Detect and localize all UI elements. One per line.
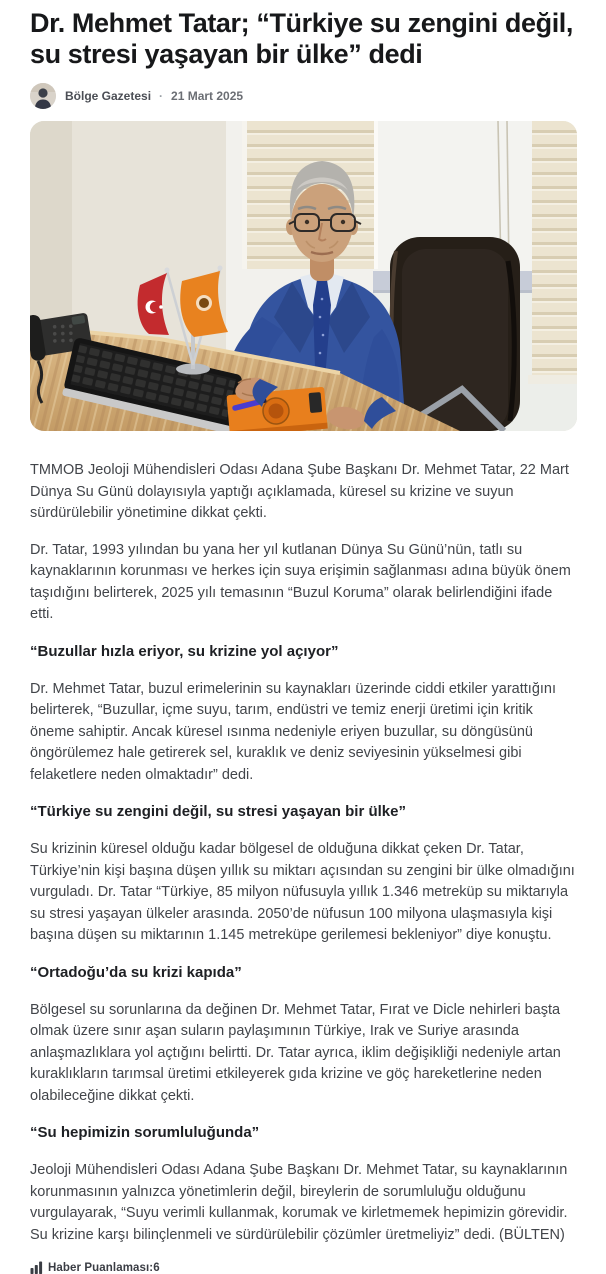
article-paragraph: Su krizinin küresel olduğu kadar bölgesel de olduğuna dikkat çeken Dr. Tatar, Türkiye’nin kişi başına düşen yıllık su miktarı açısından su zengini bir ülke olmadığını vurguladı. Dr. Tatar “Türkiye, 85 milyon nüfusuyla yıllık 1.346 metreküp su miktarıyla su stresi yaşayan ülkeler arasında. 2050’de nüfusun 100 milyona ulaşmasıyla kişi başına düşen su miktarının 1.145 metreküpe gerilemesi bekleniyor” diye konuştu. [30,839,577,947]
article-photo [30,121,577,431]
article-body [30,460,577,1246]
byline-author[interactable]: Bölge Gazetesi [65,89,151,103]
page-title: Dr. Mehmet Tatar; “Türkiye su zengini değil, su stresi yaşayan bir ülke” dedi [30,8,577,70]
byline [30,83,577,109]
article-paragraph: Bölgesel su sorunlarına da değinen Dr. Mehmet Tatar, Fırat ve Dicle nehirleri başta olmak üzere sınır aşan suların paylaşımının Türkiye, Irak ve Suriye arasında anlaşmazlıklara yol açtığını belirtti. Dr. Tatar ayrıca, iklim değişikliği nedeniyle artan kuraklıkların tarımsal üretimi etkileyerek gıda krizine ve göç hareketlerine neden olabileceğine dikkat çekti. [30,1000,577,1108]
author-avatar[interactable] [30,83,56,109]
article-paragraph: Dr. Mehmet Tatar, buzul erimelerinin su kaynakları üzerinde ciddi etkiler yarattığını belirterek, “Buzullar, içme suyu, tarım, endüstri ve temiz enerji üretimi için kritik öneme sahiptir. Ancak küresel ısınma nedeniyle eriyen buzullar, su döngüsünü öngörülemez hale getirerek sel, kuraklık ve deniz seviyesinin yükselmesi gibi felaketlere neden olmaktadır” dedi. [30,679,577,787]
article-photo-illustration [30,121,577,431]
byline-date: 21 Mart 2025 [171,89,243,103]
avatar-image [30,83,56,109]
article-paragraph: Jeoloji Mühendisleri Odası Adana Şube Başkanı Dr. Mehmet Tatar, su kaynaklarının korunmasının yalnızca yönetimlerin değil, bireylerin de sorumluluğu olduğunu vurgulayarak, “Suyu verimli kullanmak, korumak ve kirletmemek hepimizin görevidir. Su krizine karşı bilinçlenmeli ve sürdürülebilir çözümler üretmeliyiz” dedi. (BÜLTEN) [30,1160,577,1246]
byline-separator: · [159,89,163,103]
bar-chart-icon [30,1261,43,1274]
article-paragraph: TMMOB Jeoloji Mühendisleri Odası Adana Şube Başkanı Dr. Mehmet Tatar, 22 Mart Dünya Su Günü dolayısıyla yaptığı açıklamada, küresel su krizine ve suyun sürdürülebilir yönetimine dikkat çekti. [30,460,577,525]
section-heading: “Su hepimizin sorumluluğunda” [30,1122,577,1144]
news-score [30,1261,577,1274]
article-paragraph: Dr. Tatar, 1993 yılından bu yana her yıl kutlanan Dünya Su Günü’nün, tatlı su kaynaklarının korunması ve herkes için suya erişimin sağlanması adına büyük önem taşıdığını belirterek, 2025 yılı temasının “Buzul Koruma” olarak belirlendiğini ifade etti. [30,540,577,626]
section-heading: “Türkiye su zengini değil, su stresi yaşayan bir ülke” [30,801,577,823]
news-score-label: Haber Puanlaması:6 [48,1262,160,1274]
section-heading: “Ortadoğu’da su krizi kapıda” [30,962,577,984]
section-heading: “Buzullar hızla eriyor, su krizine yol açıyor” [30,641,577,663]
